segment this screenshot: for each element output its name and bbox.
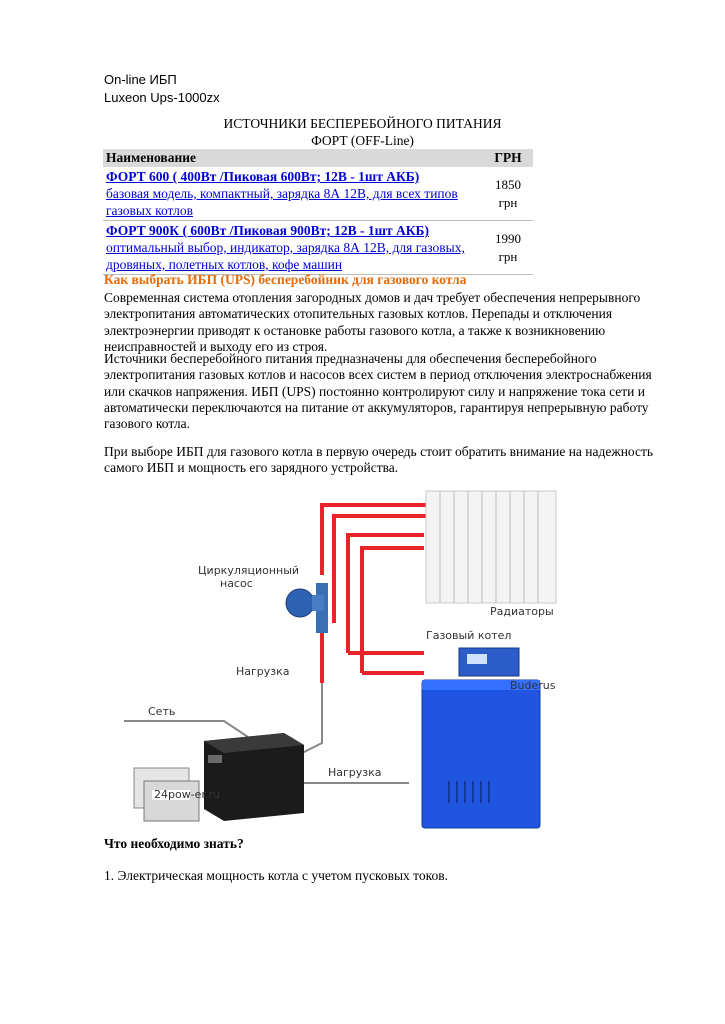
boiler-illustration bbox=[422, 648, 540, 828]
label-pump-line-2: насос bbox=[220, 577, 253, 590]
label-boiler: Газовый котел bbox=[426, 629, 512, 642]
column-header-price: ГРН bbox=[483, 149, 533, 167]
question-heading: Что необходимо знать? bbox=[104, 836, 244, 851]
battery-label: 24pow-er.ru bbox=[154, 788, 220, 801]
table-row bbox=[103, 221, 533, 275]
label-pump-line-1: Циркуляционный bbox=[198, 564, 300, 577]
paragraph-2: Источники бесперебойного питания предназначены для обеспечения бесперебойного электропитания газовых котлов и насосов всех систем в период отключения электроснабжения или скачков напряжения. ИБП (UPS) постоянно контролируют силу и напряжение тока сети и автоматически переключаются на питание от аккумуляторов, гарантируя непрерывную работу газового котла. bbox=[104, 351, 652, 432]
product-name: ФОРТ 900К ( 600Вт /Пиковая 900Вт; 12В - 1шт АКБ) bbox=[106, 223, 429, 238]
product-link-fort-600[interactable] bbox=[106, 169, 419, 184]
heating-diagram bbox=[104, 483, 624, 838]
label-mains: Сеть bbox=[148, 705, 176, 718]
paragraph-3: При выборе ИБП для газового котла в первую очередь стоит обратить внимание на надежность самого ИБП и мощность его зарядного устройства. bbox=[104, 444, 654, 476]
price-table bbox=[103, 149, 533, 275]
pump-illustration bbox=[286, 583, 328, 633]
product-cell bbox=[103, 167, 483, 221]
paragraph-1: Современная система отопления загородных домов и дач требует обеспечения непрерывного электропитания автоматических отопительных газовых котлов. Перепады и отключения электроэнергии приводят к остановке работы газового котла, а также к возникновению неисправностей и выходу его из строя. bbox=[104, 290, 641, 354]
price-currency: грн bbox=[498, 248, 518, 264]
column-header-name: Наименование bbox=[103, 149, 483, 167]
header-line-1: On-line ИБП bbox=[104, 72, 177, 87]
label-load-upper: Нагрузка bbox=[236, 665, 290, 678]
section-heading: Как выбрать ИБП (UPS) бесперебойник для газового котла bbox=[104, 272, 467, 287]
ups-illustration bbox=[204, 733, 304, 821]
table-row bbox=[103, 167, 533, 221]
heating-pipes bbox=[322, 505, 434, 683]
label-radiators: Радиаторы bbox=[490, 605, 554, 618]
boiler-brand: Buderus bbox=[510, 679, 556, 692]
doc-title: ИСТОЧНИКИ БЕСПЕРЕБОЙНОГО ПИТАНИЯ bbox=[223, 116, 502, 131]
product-cell bbox=[103, 221, 483, 275]
price-cell bbox=[483, 221, 533, 275]
product-name: ФОРТ 600 ( 400Вт /Пиковая 600Вт; 12В - 1шт АКБ) bbox=[106, 169, 420, 184]
product-link-fort-900k[interactable] bbox=[106, 223, 429, 238]
product-desc-link-fort-900k[interactable]: оптимальный выбор, индикатор, зарядка 8А 12В, для газовых, дровяных, полетных котлов, кофе машин bbox=[106, 240, 465, 272]
table-header-row bbox=[103, 149, 533, 167]
header-line-2: Luxeon Ups-1000zx bbox=[104, 90, 220, 105]
list-item-1: 1. Электрическая мощность котла с учетом пусковых токов. bbox=[104, 868, 448, 883]
radiator-illustration bbox=[426, 491, 556, 603]
price-currency: грн bbox=[498, 194, 518, 210]
price-value: 1850 bbox=[495, 176, 521, 192]
label-load-lower: Нагрузка bbox=[328, 766, 382, 779]
price-value: 1990 bbox=[495, 230, 521, 246]
product-desc-link-fort-600[interactable]: базовая модель, компактный, зарядка 8А 12В, для всех типов газовых котлов bbox=[106, 186, 458, 218]
price-cell bbox=[483, 167, 533, 221]
doc-subtitle: ФОРТ (OFF-Line) bbox=[311, 133, 414, 148]
